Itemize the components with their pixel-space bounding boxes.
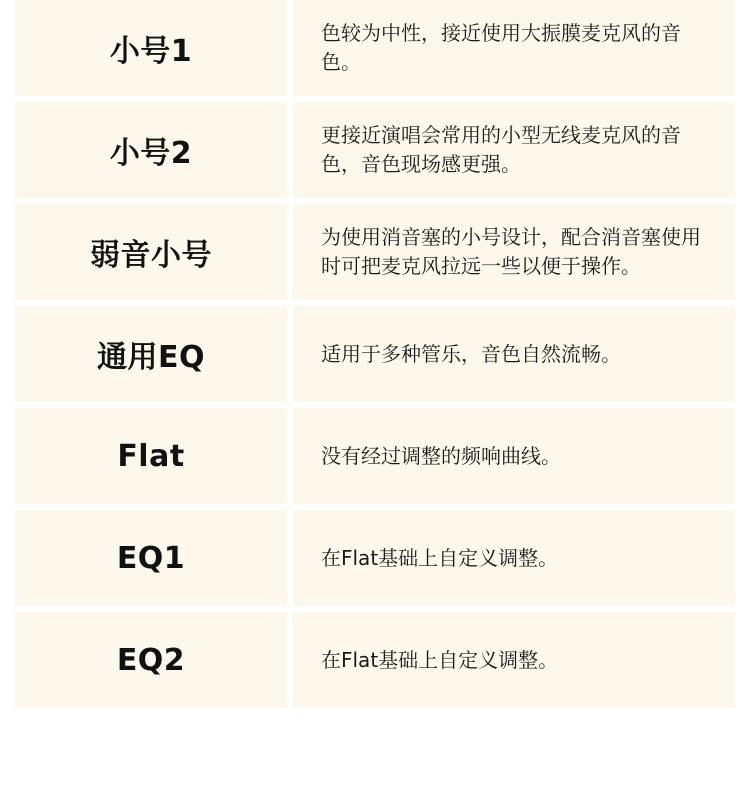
preset-table (15, 0, 735, 714)
table-row (15, 102, 735, 198)
preset-name: EQ2 (15, 612, 287, 708)
preset-name: 通用EQ (15, 306, 287, 402)
preset-description: 适用于多种管乐，音色自然流畅。 (321, 341, 621, 366)
preset-description: 没有经过调整的频响曲线。 (321, 443, 561, 468)
table-row (15, 306, 735, 402)
preset-description: 在Flat基础上自定义调整。 (321, 647, 559, 672)
preset-description-cell (293, 408, 735, 504)
table-row (15, 0, 735, 96)
table-row (15, 408, 735, 504)
preset-description: 在Flat基础上自定义调整。 (321, 545, 559, 570)
preset-description-cell (293, 0, 735, 96)
preset-description: 更接近演唱会常用的小型无线麦克风的音色，音色现场感更强。 (321, 123, 681, 176)
preset-description: 色较为中性，接近使用大振膜麦克风的音色。 (321, 21, 681, 74)
preset-description-cell (293, 612, 735, 708)
table-row (15, 510, 735, 606)
preset-description-cell (293, 306, 735, 402)
preset-description: 为使用消音塞的小号设计，配合消音塞使用时可把麦克风拉远一些以便于操作。 (321, 225, 701, 278)
preset-description-cell (293, 204, 735, 300)
preset-description-cell (293, 102, 735, 198)
preset-name: Flat (15, 408, 287, 504)
preset-name: 小号2 (15, 102, 287, 198)
preset-name: EQ1 (15, 510, 287, 606)
preset-name: 弱音小号 (15, 204, 287, 300)
preset-description-cell (293, 510, 735, 606)
preset-name: 小号1 (15, 0, 287, 96)
table-row (15, 204, 735, 300)
table-row (15, 612, 735, 708)
